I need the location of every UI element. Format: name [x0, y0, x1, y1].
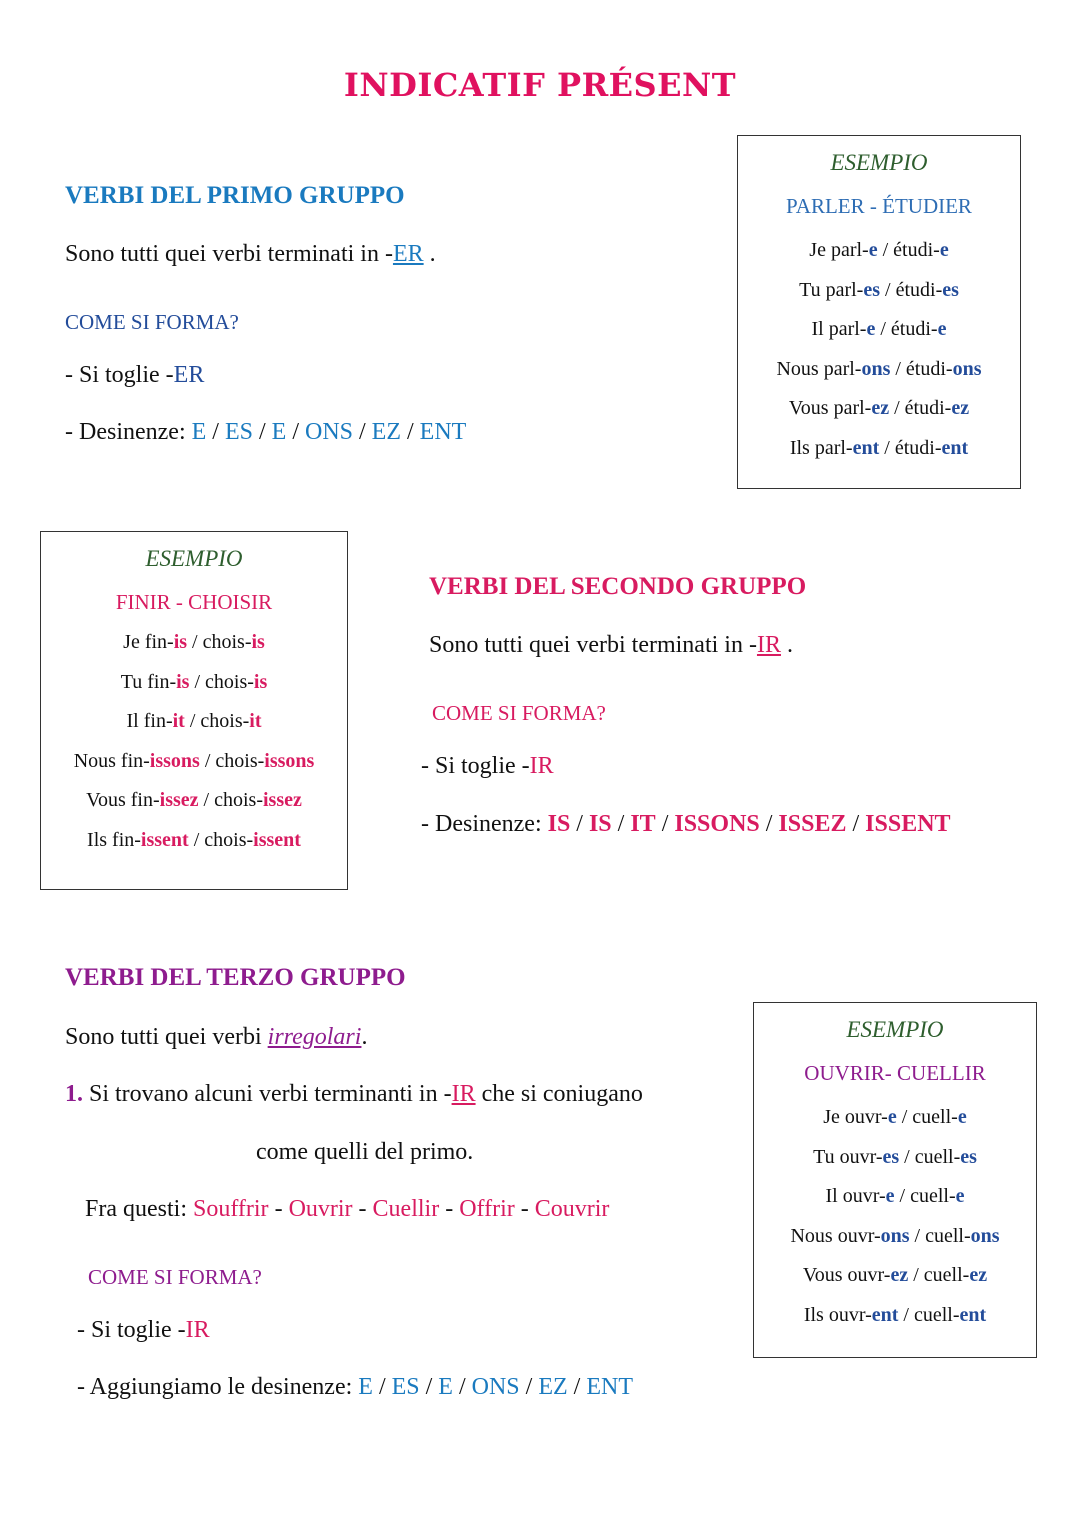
conjugation-row	[754, 1256, 1036, 1296]
separator: /	[401, 419, 420, 445]
stem: Tu parl-	[799, 278, 864, 301]
conjugation-row	[754, 1296, 1036, 1336]
ending: e	[868, 239, 878, 261]
stem: Ils parl-	[789, 436, 853, 459]
verb: Ouvrir	[288, 1196, 353, 1222]
endings-list	[192, 419, 467, 445]
ending: is	[251, 631, 265, 653]
ending: issent	[253, 828, 301, 851]
group1-endings	[65, 419, 466, 446]
ending: E	[271, 419, 287, 445]
ending: IR	[451, 1081, 476, 1107]
emphasis: irregolari	[267, 1024, 362, 1050]
separator: /	[419, 1374, 439, 1400]
ending: ent	[959, 1303, 987, 1326]
stem: Il parl-	[811, 318, 867, 341]
ending: e	[885, 1185, 895, 1208]
endings-list	[548, 811, 951, 837]
verb: Couvrir	[534, 1196, 610, 1222]
text: - Si toglie -	[421, 753, 530, 779]
ending: ENT	[419, 419, 467, 445]
ending: IS	[547, 811, 571, 837]
ending: ISSENT	[865, 811, 951, 837]
ending: ent	[852, 436, 880, 459]
ending: issez	[159, 789, 199, 812]
label: Fra questi:	[85, 1196, 193, 1222]
conjugation-row	[754, 1098, 1036, 1138]
ending: ONS	[471, 1374, 520, 1400]
conjugation-row	[41, 821, 347, 861]
conjugation-list	[41, 623, 347, 861]
separator: /	[206, 419, 225, 445]
stem: / étudi-	[875, 318, 938, 341]
separator: /	[759, 811, 779, 837]
ending: E	[438, 1374, 453, 1400]
group2-how: COME SI FORMA?	[432, 701, 606, 725]
text: .	[361, 1024, 368, 1050]
stem: / cuell-	[896, 1106, 958, 1128]
endings-list	[358, 1374, 633, 1400]
ending: es	[960, 1145, 977, 1168]
example-box-2	[40, 531, 348, 890]
separator: -	[439, 1196, 460, 1222]
sep: -	[170, 590, 189, 614]
conjugation-row	[754, 1177, 1036, 1217]
ending: ons	[952, 357, 982, 380]
verb: FINIR	[115, 590, 171, 614]
separator: /	[252, 419, 272, 445]
label: - Desinenze:	[65, 419, 192, 445]
ending: ez	[951, 397, 970, 420]
ending: ons	[970, 1224, 1000, 1247]
ending: ons	[880, 1224, 910, 1247]
stem: / étudi-	[879, 436, 942, 459]
conjugation-list	[754, 1098, 1036, 1336]
ending: ENT	[586, 1374, 633, 1400]
stem: Je fin-	[123, 631, 174, 653]
ending: ISSONS	[674, 811, 760, 837]
stem: Nous parl-	[776, 357, 862, 380]
stem: / chois-	[199, 749, 265, 772]
group2-heading: VERBI DEL SECONDO GRUPPO	[429, 573, 807, 600]
ending: IS	[588, 811, 612, 837]
group1-heading: VERBI DEL PRIMO GRUPPO	[65, 182, 405, 209]
text: Sono tutti quei verbi terminati in -	[429, 632, 757, 658]
stem: / étudi-	[890, 357, 953, 380]
conjugation-row	[41, 781, 347, 821]
ending: e	[957, 1106, 967, 1128]
conjugation-row	[41, 663, 347, 703]
conjugation-row	[738, 271, 1020, 311]
stem: / cuell-	[898, 1303, 960, 1326]
conjugation-row	[738, 310, 1020, 350]
separator: /	[519, 1374, 539, 1400]
page-title: INDICATIF PRÉSENT	[343, 66, 737, 104]
separator: /	[286, 419, 305, 445]
text: .	[780, 632, 793, 658]
stem: Nous ouvr-	[790, 1224, 881, 1247]
example-box-1	[737, 135, 1021, 489]
stem: Je parl-	[809, 239, 869, 261]
text: Sono tutti quei verbi terminati in -	[65, 241, 393, 267]
conjugation-row	[738, 429, 1020, 469]
ending: e	[887, 1106, 897, 1128]
example-title: ESEMPIO	[145, 546, 243, 571]
ending: ent	[941, 436, 969, 459]
separator: /	[567, 1374, 587, 1400]
example-verbs: OUVRIR- CUELLIR	[804, 1061, 986, 1085]
point-number: 1.	[65, 1081, 83, 1107]
stem: / cuell-	[909, 1224, 971, 1247]
ending: ez	[890, 1264, 909, 1287]
verb-list	[193, 1196, 609, 1222]
group3-point	[65, 1081, 643, 1108]
ending: es	[942, 278, 959, 301]
ending: E	[191, 419, 207, 445]
stem: Vous fin-	[86, 789, 160, 812]
ending: e	[939, 239, 949, 261]
ending: issons	[264, 749, 315, 772]
group3-remove	[77, 1317, 210, 1344]
group1-how: COME SI FORMA?	[65, 310, 239, 334]
text: - Si toglie -	[65, 362, 174, 388]
text: .	[423, 241, 436, 267]
conjugation-row	[41, 742, 347, 782]
verb: Offrir	[459, 1196, 515, 1222]
ending: issez	[262, 789, 302, 812]
conjugation-row	[738, 350, 1020, 390]
ending: ISSEZ	[778, 811, 847, 837]
ending: EZ	[538, 1374, 568, 1400]
ending: ES	[224, 419, 253, 445]
separator: -	[268, 1196, 289, 1222]
ending: ER	[173, 362, 205, 388]
ending: it	[249, 710, 262, 733]
ending: ONS	[304, 419, 353, 445]
ending: issent	[140, 828, 189, 851]
stem: Il ouvr-	[825, 1185, 886, 1208]
example-box-3	[753, 1002, 1037, 1358]
group3-among	[85, 1196, 609, 1223]
separator: /	[655, 811, 675, 837]
group3-intro	[65, 1024, 367, 1051]
example-title: ESEMPIO	[830, 150, 928, 175]
group1-remove	[65, 362, 204, 389]
separator: /	[846, 811, 866, 837]
separator: -	[514, 1196, 535, 1222]
separator: /	[452, 1374, 472, 1400]
stem: / chois-	[184, 710, 250, 733]
stem: Ils fin-	[87, 828, 141, 851]
ending: ES	[391, 1374, 420, 1400]
stem: Tu fin-	[120, 670, 177, 693]
stem: Vous ouvr-	[802, 1264, 891, 1287]
ending: ez	[871, 397, 890, 420]
ending: IR	[756, 632, 781, 658]
label: - Aggiungiamo le desinenze:	[77, 1374, 359, 1400]
group3-how: COME SI FORMA?	[88, 1265, 262, 1289]
ending: IT	[630, 811, 656, 837]
verb: Cuellir	[372, 1196, 440, 1222]
label: - Desinenze:	[421, 811, 548, 837]
ending: ent	[871, 1303, 899, 1326]
stem: Il fin-	[126, 710, 173, 733]
ending: is	[176, 670, 190, 693]
ending: E	[358, 1374, 373, 1400]
verb: Souffrir	[193, 1196, 269, 1222]
conjugation-row	[754, 1217, 1036, 1257]
separator: /	[372, 1374, 392, 1400]
group3-point-line2: come quelli del primo.	[256, 1139, 474, 1165]
ending: ons	[861, 357, 891, 380]
stem: / cuell-	[908, 1264, 970, 1287]
ending: is	[173, 631, 188, 653]
ending: es	[882, 1145, 900, 1168]
separator: /	[570, 811, 589, 837]
stem: / étudi-	[889, 397, 952, 420]
stem: / chois-	[189, 670, 254, 693]
stem: Je ouvr-	[823, 1106, 888, 1128]
stem: / étudi-	[880, 278, 943, 301]
ending: e	[955, 1185, 965, 1208]
ending: es	[863, 278, 881, 301]
conjugation-list	[738, 231, 1020, 469]
conjugation-row	[738, 231, 1020, 271]
stem: Tu ouvr-	[813, 1145, 883, 1168]
ending: is	[253, 670, 268, 693]
ending: IR	[185, 1317, 210, 1343]
text: Si trovano alcuni verbi terminanti in -	[83, 1081, 452, 1107]
text: - Si toglie -	[77, 1317, 186, 1343]
ending: e	[937, 318, 947, 341]
stem: / cuell-	[899, 1145, 961, 1168]
conjugation-row	[754, 1138, 1036, 1178]
group1-intro	[65, 241, 436, 268]
separator: /	[353, 419, 372, 445]
stem: Ils ouvr-	[803, 1303, 872, 1326]
ending: issons	[149, 749, 200, 772]
stem: Nous fin-	[73, 749, 150, 772]
conjugation-row	[41, 702, 347, 742]
stem: / chois-	[188, 828, 254, 851]
stem: / chois-	[187, 631, 252, 653]
conjugation-row	[41, 623, 347, 663]
stem: / chois-	[198, 789, 263, 812]
ending: ER	[392, 241, 424, 267]
ending: ez	[969, 1264, 988, 1287]
stem: Vous parl-	[788, 397, 872, 420]
ending: e	[866, 318, 876, 341]
group3-heading: VERBI DEL TERZO GRUPPO	[65, 964, 406, 991]
group3-endings	[77, 1374, 633, 1401]
ending: EZ	[371, 419, 401, 445]
example-verbs: PARLER - ÉTUDIER	[786, 194, 972, 218]
ending: IR	[529, 753, 554, 779]
group2-endings	[421, 811, 951, 838]
stem: / cuell-	[894, 1185, 956, 1208]
ending: it	[172, 710, 185, 733]
group2-remove	[421, 753, 554, 780]
separator: /	[611, 811, 631, 837]
separator: -	[352, 1196, 373, 1222]
verb: CHOISIR	[188, 590, 273, 614]
text: Sono tutti quei verbi	[65, 1024, 268, 1050]
text: che si coniugano	[475, 1081, 643, 1107]
stem: / étudi-	[877, 239, 940, 261]
group2-intro	[429, 632, 793, 659]
conjugation-row	[738, 389, 1020, 429]
example-title: ESEMPIO	[846, 1017, 944, 1042]
